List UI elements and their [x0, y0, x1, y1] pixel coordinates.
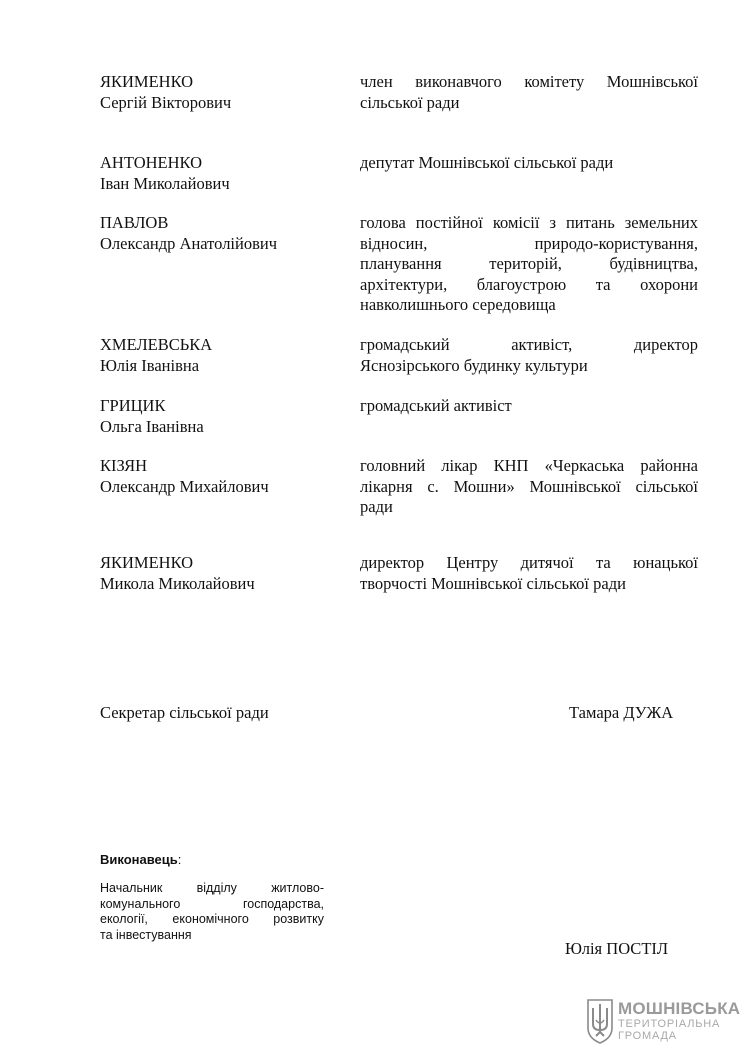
role-line: директор Центру дитячої та юнацької [360, 553, 698, 572]
executor-position [100, 881, 324, 943]
role-line: лікарня с. Мошни» Мошнівської сільської [360, 476, 698, 496]
executor-label-colon: : [177, 852, 182, 867]
executor-label [100, 852, 181, 867]
executor-line: комунального господарства, [100, 896, 324, 911]
executor-label-text: Виконавець [100, 852, 178, 867]
member-role [360, 213, 698, 316]
member-given-name: Микола Миколайович [100, 573, 255, 593]
secretary-title: Секретар сільської ради [100, 703, 269, 722]
role-line: ради [360, 497, 393, 516]
secretary-name: Тамара ДУЖА [569, 703, 674, 722]
member-name [100, 456, 340, 497]
role-line: навколишнього середовища [360, 295, 556, 314]
member-given-name: Сергій Вікторович [100, 92, 232, 112]
community-logo [586, 998, 741, 1046]
member-name [100, 553, 340, 594]
member-given-name: Олександр Михайлович [100, 476, 269, 496]
role-line: депутат Мошнівської сільської ради [360, 153, 614, 172]
logo-line-1: МОШНІВСЬКА [618, 999, 741, 1018]
logo-line-2: ТЕРИТОРІАЛЬНА [618, 1018, 721, 1030]
member-name [100, 153, 340, 194]
role-line: Яснозірського будинку культури [360, 355, 588, 375]
member-given-name: Ольга Іванівна [100, 416, 204, 436]
logo-line-3: ГРОМАДА [618, 1030, 677, 1042]
role-line: відносин, природо-користування, [360, 233, 698, 253]
member-role [360, 456, 698, 518]
member-surname: ЯКИМЕНКО [100, 553, 194, 572]
member-name [100, 213, 340, 254]
role-line: головний лікар КНП «Черкаська районна [360, 456, 698, 475]
role-line: громадський активіст [360, 396, 512, 415]
member-given-name: Олександр Анатолійович [100, 233, 278, 253]
role-line: громадський активіст, директор [360, 335, 698, 354]
member-name [100, 72, 340, 113]
executor-line: екології, економічного розвитку [100, 912, 324, 926]
member-name [100, 335, 340, 376]
role-line: голова постійної комісії з питань земельних [360, 213, 698, 232]
member-role [360, 72, 698, 113]
member-given-name: Юлія Іванівна [100, 355, 200, 375]
member-given-name: Іван Миколайович [100, 173, 230, 193]
trident-emblem-icon [586, 998, 614, 1044]
executor-line: Начальник відділу житлово- [100, 881, 324, 895]
member-role [360, 335, 698, 376]
member-surname: ЯКИМЕНКО [100, 72, 194, 91]
executor-line: та інвестування [100, 927, 192, 942]
role-line: сільської ради [360, 92, 460, 112]
role-line: творчості Мошнівської сільської ради [360, 573, 626, 593]
member-surname: ХМЕЛЕВСЬКА [100, 335, 213, 354]
member-surname: ГРИЦИК [100, 396, 166, 415]
member-surname: КІЗЯН [100, 456, 148, 475]
role-line: член виконавчого комітету Мошнівської [360, 72, 698, 91]
member-role [360, 553, 698, 594]
member-name [100, 396, 340, 437]
role-line: планування територій, будівництва, [360, 254, 698, 273]
member-role [360, 153, 698, 174]
executor-name: Юлія ПОСТІЛ [565, 939, 669, 958]
role-line: архітектури, благоустрою та охорони [360, 274, 698, 294]
member-surname: ПАВЛОВ [100, 213, 169, 232]
member-surname: АНТОНЕНКО [100, 153, 203, 172]
member-role [360, 396, 698, 417]
